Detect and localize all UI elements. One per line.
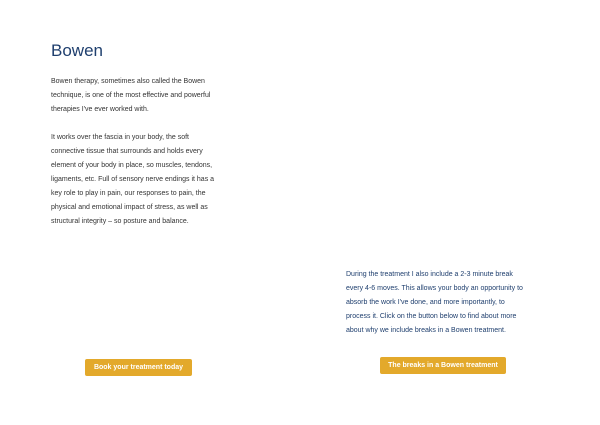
text-line: element of your body in place, so muscles, tendons, (51, 162, 213, 169)
text-line: During the treatment I also include a 2-3 minute break (346, 271, 513, 278)
text-line: therapies I've ever worked with. (51, 106, 149, 113)
text-line: absorb the work I've done, and more importantly, to (346, 299, 505, 306)
bowen-breaks-button[interactable]: The breaks in a Bowen treatment (380, 357, 506, 374)
breaks-column (346, 268, 546, 352)
text-line: about why we include breaks in a Bowen treatment. (346, 327, 506, 334)
text-line: every 4-6 moves. This allows your body an opportunity to (346, 285, 523, 292)
text-line: connective tissue that surrounds and holds every (51, 148, 203, 155)
text-line: process it. Click on the button below to find about more (346, 313, 517, 320)
page-title: Bowen (51, 41, 103, 60)
text-line: technique, is one of the most effective and powerful (51, 92, 211, 99)
text-line: Bowen therapy, sometimes also called the Bowen (51, 78, 205, 85)
text-line: key role to play in pain, our responses to pain, the (51, 190, 206, 197)
fascia-paragraph (51, 131, 251, 229)
intro-paragraph (51, 75, 251, 117)
text-line: ligaments, etc. Full of sensory nerve endings it has a (51, 176, 215, 183)
intro-column (51, 75, 251, 243)
book-treatment-button[interactable]: Book your treatment today (85, 359, 192, 376)
text-line: It works over the fascia in your body, the soft (51, 134, 189, 141)
text-line: structural integrity – so posture and balance. (51, 218, 189, 225)
text-line: physical and emotional impact of stress, as well as (51, 204, 208, 211)
breaks-paragraph (346, 268, 546, 338)
